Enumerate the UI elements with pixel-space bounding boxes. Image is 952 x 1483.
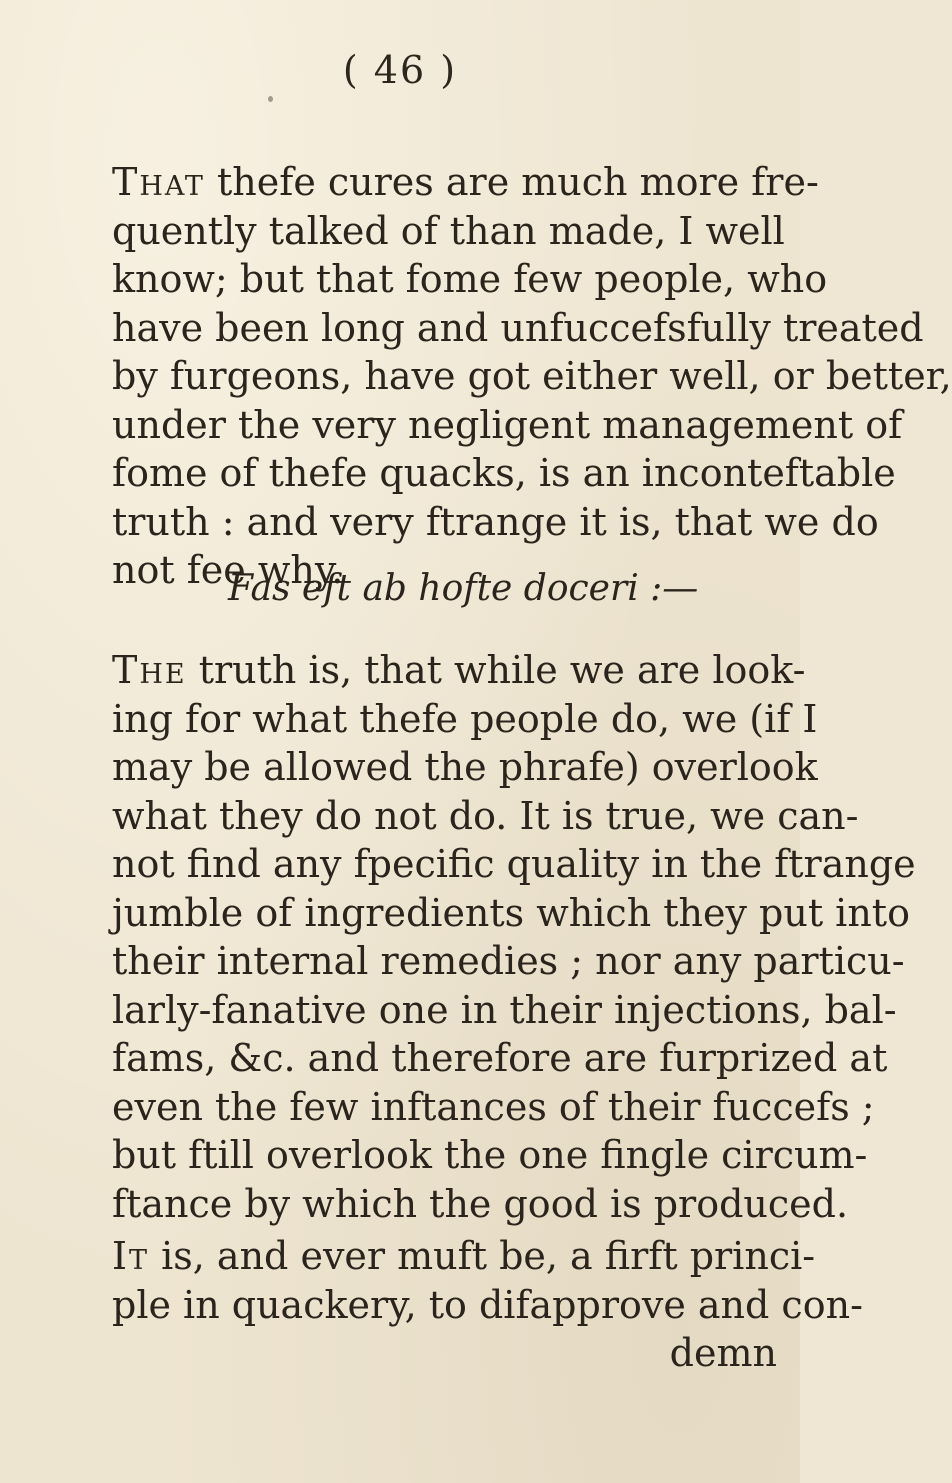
text-line: have been long and unfuccefsfully treated	[112, 305, 924, 350]
text-line: know; but that fome few people, who	[112, 257, 828, 301]
text-line: ftance by which the good is produced.	[112, 1181, 849, 1226]
catchword: demn	[669, 1331, 777, 1375]
paragraph-lead: It	[112, 1234, 150, 1278]
paragraph-1	[112, 158, 952, 595]
text-line: ple in quackery, to difapprove and con-	[112, 1282, 863, 1327]
text-line: under the very negligent management of	[112, 402, 903, 447]
paragraph-2	[112, 646, 916, 1228]
text-line: It is, and ever muft be, a firft princi-	[112, 1234, 816, 1278]
page-number: ( 46 )	[342, 48, 458, 92]
text-line: quently talked of than made, I well	[112, 208, 785, 253]
paragraph-3	[112, 1232, 863, 1378]
text-line: by furgeons, have got either well, or better,	[112, 354, 952, 398]
paragraph-lead: That	[112, 160, 205, 204]
ink-speck	[268, 96, 273, 102]
text-line: fome of thefe quacks, is an inconteftable	[112, 451, 896, 495]
text-line: truth : and very ftrange it is, that we do	[112, 499, 879, 544]
text-line: That thefe cures are much more fre-	[112, 160, 819, 204]
text-line: not find any fpecific quality in the ftrange	[112, 842, 916, 886]
text-line: their internal remedies ; nor any particu-	[112, 939, 905, 983]
text-line: larly-fanative one in their injections, bal-	[112, 987, 897, 1032]
text-line: but ftill overlook the one fingle circum-	[112, 1133, 868, 1177]
text-line: ing for what thefe people do, we (if I	[112, 696, 818, 741]
text-line: may be allowed the phrafe) overlook	[112, 745, 818, 789]
text-line: fams, &c. and therefore are furprized at	[112, 1036, 888, 1080]
text-line: The truth is, that while we are look-	[112, 648, 806, 692]
paragraph-lead: The	[112, 648, 187, 692]
text-line: not fee why.	[112, 548, 344, 592]
text-line: jumble of ingredients which they put into	[112, 890, 910, 935]
text-line: what they do not do. It is true, we can-	[112, 793, 859, 838]
latin-quotation: Fas eft ab hofte doceri :—	[228, 568, 699, 609]
text-line: even the few inftances of their fuccefs ;	[112, 1084, 875, 1129]
